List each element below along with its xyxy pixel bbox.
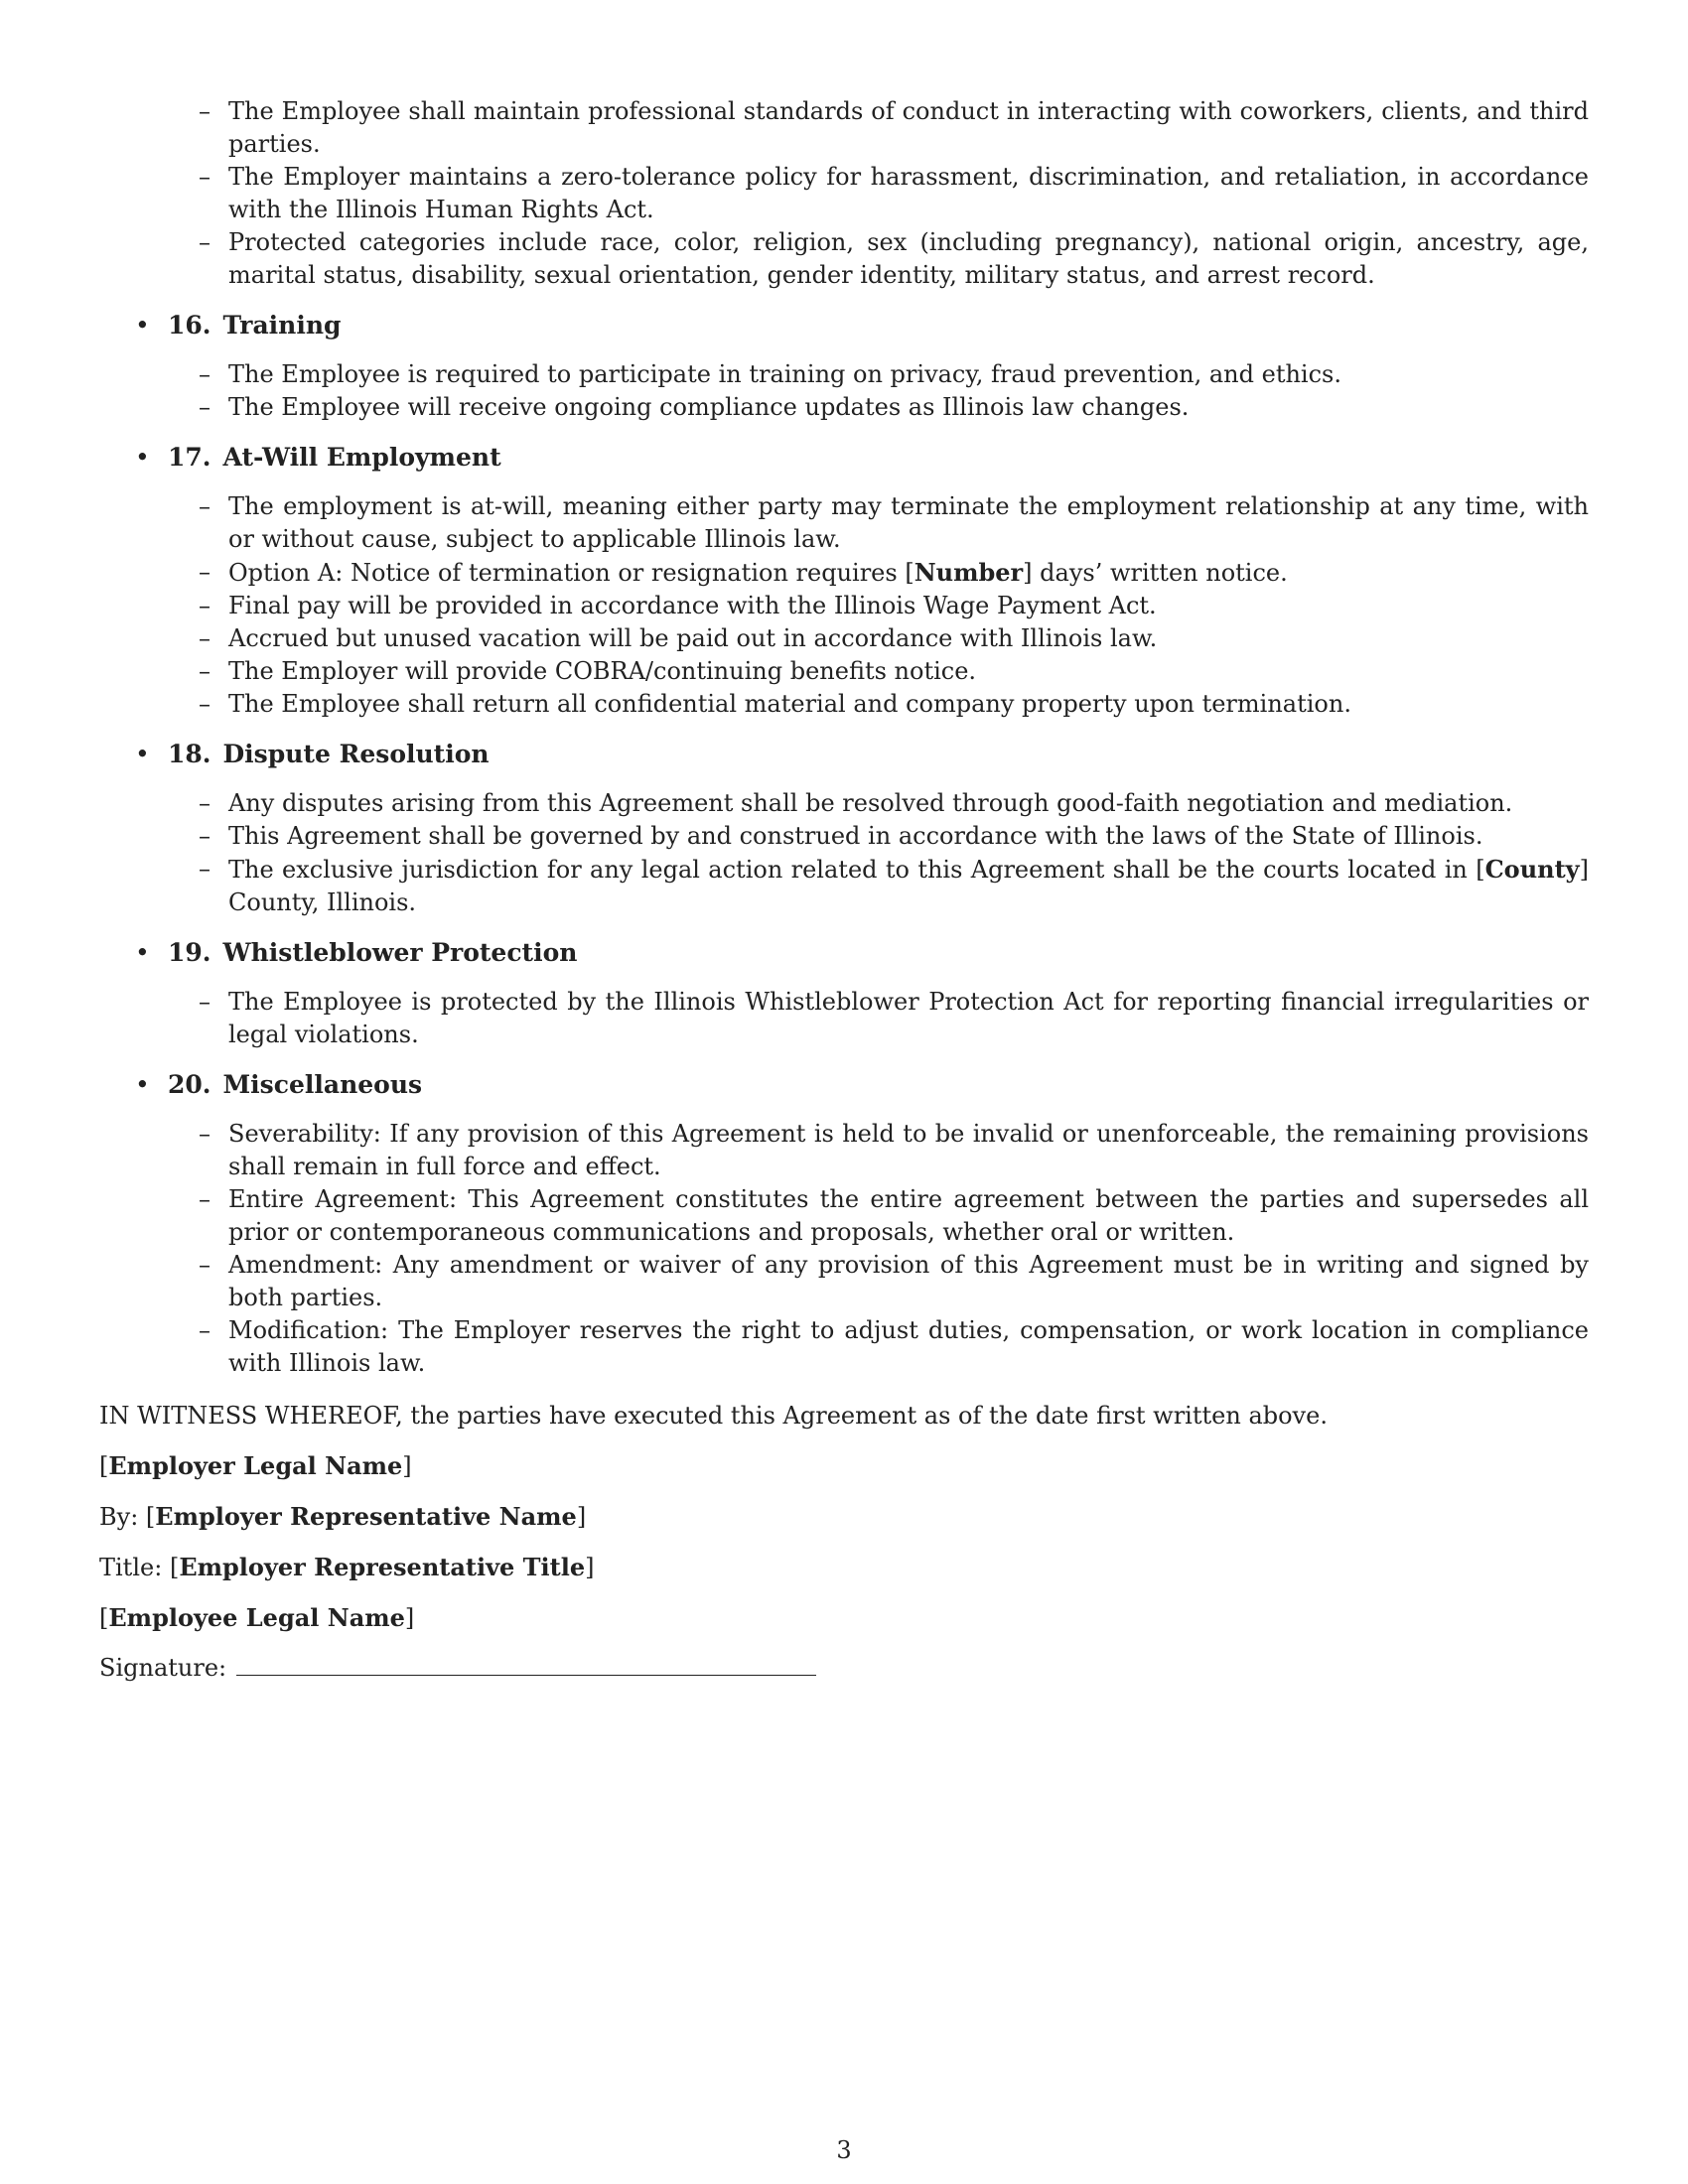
employer-name-placeholder: Employer Legal Name [108, 1451, 403, 1480]
signature-line [99, 1652, 1589, 1685]
section-title: Whistleblower Protection [222, 938, 578, 967]
section-number: 20. [168, 1070, 211, 1099]
list-item: – Any disputes arising from this Agreement shall be resolved through good-faith negotiation and mediation. [199, 787, 1589, 820]
document-body [99, 95, 1589, 1685]
section-18-heading [99, 738, 1589, 770]
list-item: – The Employee shall return all confidential material and company property upon termination. [199, 688, 1589, 721]
section-title: Training [222, 311, 342, 340]
bullet-marker: • [135, 740, 150, 768]
placeholder-number: Number [914, 558, 1024, 587]
placeholder-county: County [1484, 855, 1580, 884]
section-17-items [199, 490, 1589, 721]
dash-marker: – [199, 624, 211, 652]
list-item: – Amendment: Any amendment or waiver of any provision of this Agreement must be in writing and signed by both parties. [199, 1251, 1589, 1311]
signature-label: Signature: [99, 1654, 227, 1682]
dash-marker: – [199, 855, 211, 883]
bullet-marker: • [135, 938, 150, 967]
list-item: – The Employee is required to participate in training on privacy, fraud prevention, and ethics. [199, 358, 1589, 391]
dash-marker: – [199, 492, 211, 520]
signature-blank[interactable] [236, 1653, 816, 1676]
dash-marker: – [199, 1185, 211, 1213]
list-item: – Final pay will be provided in accordance with the Illinois Wage Payment Act. [199, 590, 1589, 622]
dash-marker: – [199, 1120, 211, 1148]
list-item: – Accrued but unused vacation will be paid out in accordance with Illinois law. [199, 622, 1589, 655]
section-16-heading [99, 309, 1589, 341]
rep-name-placeholder: Employer Representative Name [155, 1502, 577, 1531]
section-title: Dispute Resolution [222, 740, 490, 768]
by-line: By: [Employer Representative Name] [99, 1502, 587, 1531]
section-title: Miscellaneous [222, 1070, 423, 1099]
list-item: – The Employer maintains a zero-tolerance policy for harassment, discrimination, and retaliation, in accordance with the Illinois Human Rights Act. [199, 163, 1589, 223]
witness-clause: IN WITNESS WHEREOF, the parties have executed this Agreement as of the date first written above. [99, 1402, 1328, 1430]
dash-marker: – [199, 558, 211, 586]
dash-marker: – [199, 360, 211, 388]
section-number: 16. [168, 311, 211, 340]
list-item: – Entire Agreement: This Agreement constitutes the entire agreement between the parties and supersedes all prior or contemporaneous communications and proposals, whether oral or written. [199, 1185, 1589, 1246]
page-number: 3 [836, 2136, 852, 2164]
list-item: – Protected categories include race, color, religion, sex (including pregnancy), national origin, ancestry, age, marital status, disability, sexual orientation, gender identity, military status, and arrest record. [199, 228, 1589, 289]
list-item: – The Employee is protected by the Illinois Whistleblower Protection Act for reporting financial irregularities or legal violations. [199, 988, 1589, 1048]
section-17-heading [99, 441, 1589, 474]
rep-title-placeholder: Employer Representative Title [179, 1553, 586, 1581]
bullet-marker: • [135, 1070, 150, 1099]
list-item: – The Employee shall maintain professional standards of conduct in interacting with coworkers, clients, and third parties. [199, 97, 1589, 158]
dash-marker: – [199, 97, 211, 125]
dash-marker: – [199, 1316, 211, 1344]
section-19-items [199, 986, 1589, 1051]
dash-marker: – [199, 822, 211, 850]
list-item: – This Agreement shall be governed by and construed in accordance with the laws of the State of Illinois. [199, 820, 1589, 853]
dash-marker: – [199, 789, 211, 817]
dash-marker: – [199, 393, 211, 421]
dash-marker: – [199, 163, 211, 191]
dash-marker: – [199, 228, 211, 256]
dash-marker: – [199, 657, 211, 685]
section-number: 17. [168, 443, 211, 472]
section-20-items [199, 1118, 1589, 1380]
employer-name-line: [Employer Legal Name] [99, 1451, 412, 1480]
section-number: 19. [168, 938, 211, 967]
list-item: – The Employer will provide COBRA/continuing benefits notice. [199, 655, 1589, 688]
section-20-heading [99, 1068, 1589, 1101]
list-item: – The exclusive jurisdiction for any legal action related to this Agreement shall be the courts located in [County] County, Illinois. [199, 855, 1589, 916]
list-item: – Option A: Notice of termination or resignation requires [Number] days’ written notice. [199, 558, 1288, 587]
section-19-heading [99, 936, 1589, 969]
title-line: Title: [Employer Representative Title] [99, 1553, 595, 1581]
list-item: – Severability: If any provision of this Agreement is held to be invalid or unenforceable, the remaining provisions shall remain in full force and effect. [199, 1120, 1589, 1180]
employee-name-placeholder: Employee Legal Name [108, 1603, 405, 1632]
title-label: Title: [99, 1554, 163, 1581]
section-title: At-Will Employment [222, 443, 501, 472]
employee-name-line: [Employee Legal Name] [99, 1603, 415, 1632]
list-item: – The Employee will receive ongoing compliance updates as Illinois law changes. [199, 391, 1589, 424]
section-18-items [199, 787, 1589, 919]
by-label: By: [99, 1503, 139, 1531]
bullet-marker: • [135, 311, 150, 340]
bullet-marker: • [135, 443, 150, 472]
section-15-items [199, 95, 1589, 292]
section-number: 18. [168, 740, 211, 768]
list-item: – The employment is at-will, meaning either party may terminate the employment relationship at any time, with or without cause, subject to applicable Illinois law. [199, 492, 1589, 553]
dash-marker: – [199, 690, 211, 718]
section-16-items [199, 358, 1589, 424]
list-item: – Modification: The Employer reserves the right to adjust duties, compensation, or work location in compliance with Illinois law. [199, 1316, 1589, 1377]
dash-marker: – [199, 1251, 211, 1279]
dash-marker: – [199, 988, 211, 1016]
dash-marker: – [199, 592, 211, 619]
